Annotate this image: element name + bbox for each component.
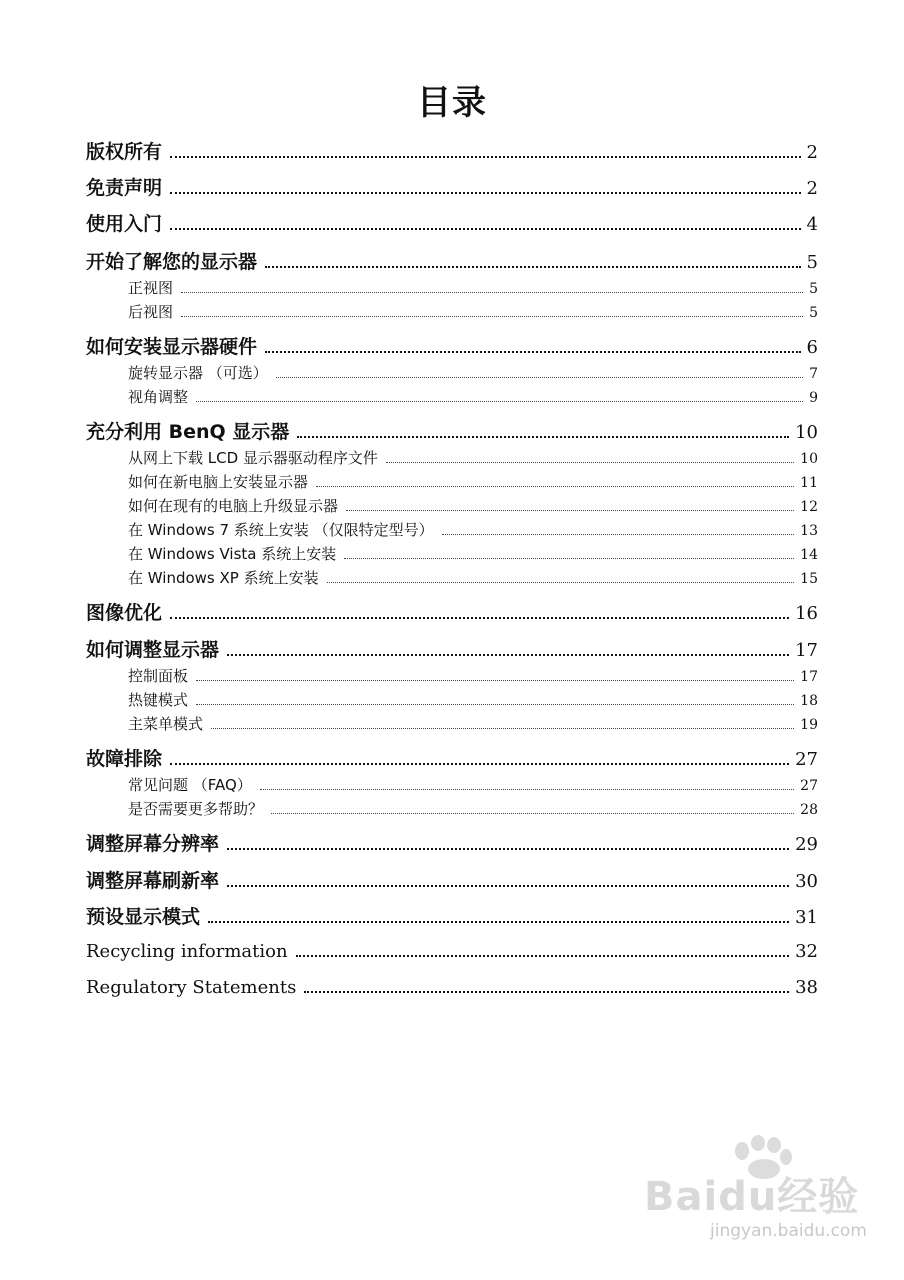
dot-leader bbox=[227, 654, 789, 656]
toc-entry-page: 15 bbox=[800, 571, 818, 587]
toc-entry[interactable] bbox=[86, 419, 818, 446]
toc-entry[interactable] bbox=[86, 904, 818, 931]
toc-subentry[interactable] bbox=[128, 689, 818, 712]
toc-subentry[interactable] bbox=[128, 567, 818, 590]
toc-entry-page: 2 bbox=[806, 142, 818, 163]
toc-entry-label: 在 Windows 7 系统上安装 （仅限特定型号） bbox=[128, 521, 434, 539]
toc-entry-label: 在 Windows XP 系统上安装 bbox=[128, 569, 319, 587]
dot-leader bbox=[442, 534, 795, 535]
toc-entry-page: 10 bbox=[800, 451, 818, 467]
toc-entry-page: 16 bbox=[795, 603, 818, 624]
dot-leader bbox=[327, 582, 795, 583]
toc-entry[interactable] bbox=[86, 939, 818, 965]
toc-entry-page: 2 bbox=[806, 178, 818, 199]
toc-entry-label: 故障排除 bbox=[86, 748, 163, 770]
toc-entry[interactable] bbox=[86, 175, 818, 202]
dot-leader bbox=[170, 617, 789, 619]
toc-entry-label: 版权所有 bbox=[86, 141, 163, 163]
toc-entry-label: 开始了解您的显示器 bbox=[86, 251, 258, 273]
toc-entry-label: 调整屏幕分辨率 bbox=[86, 833, 220, 855]
toc-entry-page: 31 bbox=[795, 907, 818, 928]
toc-entry-label: 图像优化 bbox=[86, 602, 163, 624]
toc-entry-page: 19 bbox=[800, 717, 818, 733]
toc-entry[interactable] bbox=[86, 746, 818, 773]
toc-entry-label: 使用入门 bbox=[86, 213, 163, 235]
toc-entry-page: 5 bbox=[809, 281, 818, 297]
toc-entry-page: 5 bbox=[809, 305, 818, 321]
toc-subentry[interactable] bbox=[128, 386, 818, 409]
toc-subentry[interactable] bbox=[128, 774, 818, 797]
dot-leader bbox=[196, 704, 794, 705]
dot-leader bbox=[297, 436, 789, 438]
toc-entry-label: 控制面板 bbox=[128, 667, 189, 685]
toc-entry[interactable] bbox=[86, 637, 818, 664]
toc-entry-page: 18 bbox=[800, 693, 818, 709]
toc-entry[interactable] bbox=[86, 975, 818, 1001]
toc-subentry[interactable] bbox=[128, 543, 818, 566]
toc-entry-page: 30 bbox=[795, 871, 818, 892]
toc-entry-label: Regulatory Statements bbox=[86, 977, 297, 998]
toc-subentry[interactable] bbox=[128, 798, 818, 821]
toc-entry-label: 主菜单模式 bbox=[128, 715, 204, 733]
dot-leader bbox=[346, 510, 794, 511]
dot-leader bbox=[170, 192, 801, 194]
toc-subentry[interactable] bbox=[128, 713, 818, 736]
toc-entry-label: 热键模式 bbox=[128, 691, 189, 709]
toc-entry-label: 调整屏幕刷新率 bbox=[86, 870, 220, 892]
dot-leader bbox=[227, 885, 789, 887]
toc-entry-page: 9 bbox=[809, 390, 818, 406]
toc-subentry[interactable] bbox=[128, 301, 818, 324]
toc-entry-label: 视角调整 bbox=[128, 388, 189, 406]
toc-entry-label: 如何在现有的电脑上升级显示器 bbox=[128, 497, 339, 515]
dot-leader bbox=[181, 292, 803, 293]
toc-entry[interactable] bbox=[86, 139, 818, 166]
dot-leader bbox=[208, 921, 789, 923]
dot-leader bbox=[271, 813, 794, 814]
dot-leader bbox=[170, 763, 789, 765]
dot-leader bbox=[344, 558, 794, 559]
toc-entry-page: 12 bbox=[800, 499, 818, 515]
toc-entry-label: 免责声明 bbox=[86, 177, 163, 199]
toc-entry-page: 7 bbox=[809, 366, 818, 382]
toc-entry-page: 27 bbox=[800, 778, 818, 794]
toc-entry[interactable] bbox=[86, 211, 818, 238]
watermark-url: jingyan.baidu.com bbox=[710, 1221, 867, 1241]
toc-entry-label: 是否需要更多帮助？ bbox=[128, 800, 264, 818]
toc-entry-page: 11 bbox=[800, 475, 818, 491]
toc-entry-label: 后视图 bbox=[128, 303, 174, 321]
toc-entry-label: 如何安装显示器硬件 bbox=[86, 336, 258, 358]
toc-subentry[interactable] bbox=[128, 471, 818, 494]
toc-entry-label: 从网上下载 LCD 显示器驱动程序文件 bbox=[128, 449, 378, 467]
dot-leader bbox=[181, 316, 803, 317]
toc-entry-page: 38 bbox=[795, 977, 818, 998]
toc-subentry[interactable] bbox=[128, 362, 818, 385]
toc-entry-page: 32 bbox=[795, 941, 818, 962]
toc-entry-label: 正视图 bbox=[128, 279, 174, 297]
dot-leader bbox=[265, 266, 801, 268]
toc-entry-label: 充分利用 BenQ 显示器 bbox=[86, 421, 290, 443]
dot-leader bbox=[170, 228, 801, 230]
toc-entry-label: Recycling information bbox=[86, 941, 288, 962]
toc-entry-page: 29 bbox=[795, 834, 818, 855]
toc-subentry[interactable] bbox=[128, 277, 818, 300]
dot-leader bbox=[296, 955, 790, 957]
toc-entry-page: 14 bbox=[800, 547, 818, 563]
dot-leader bbox=[196, 680, 794, 681]
toc-entry-page: 28 bbox=[800, 802, 818, 818]
watermark-logo-text: Baidu经验 bbox=[644, 1174, 860, 1220]
toc-entry-page: 13 bbox=[800, 523, 818, 539]
dot-leader bbox=[265, 351, 801, 353]
dot-leader bbox=[386, 462, 794, 463]
toc-entry-label: 在 Windows Vista 系统上安装 bbox=[128, 545, 337, 563]
toc-entry[interactable] bbox=[86, 600, 818, 627]
dot-leader bbox=[276, 377, 803, 378]
toc-entry-page: 5 bbox=[806, 252, 818, 273]
dot-leader bbox=[196, 401, 803, 402]
toc-subentry[interactable] bbox=[128, 447, 818, 470]
dot-leader bbox=[211, 728, 794, 729]
toc-entry[interactable] bbox=[86, 831, 818, 858]
dot-leader bbox=[260, 789, 794, 790]
toc-entry-label: 如何调整显示器 bbox=[86, 639, 220, 661]
toc-subentry[interactable] bbox=[128, 495, 818, 518]
toc-entry-page: 10 bbox=[795, 422, 818, 443]
toc-entry-label: 预设显示模式 bbox=[86, 906, 201, 928]
toc-entry-page: 6 bbox=[806, 337, 818, 358]
toc-entry-label: 常见问题 （FAQ） bbox=[128, 776, 252, 794]
dot-leader bbox=[227, 848, 789, 850]
toc-entry-label: 如何在新电脑上安装显示器 bbox=[128, 473, 309, 491]
toc-subentry[interactable] bbox=[128, 665, 818, 688]
toc-entry[interactable] bbox=[86, 249, 818, 276]
toc-entry-page: 17 bbox=[795, 640, 818, 661]
toc-entry-page: 17 bbox=[800, 669, 818, 685]
toc-entry-label: 旋转显示器 （可选） bbox=[128, 364, 268, 382]
baidu-jingyan-watermark bbox=[640, 1115, 870, 1255]
toc-subentry[interactable] bbox=[128, 519, 818, 542]
dot-leader bbox=[316, 486, 794, 487]
page-title: 目录 bbox=[417, 83, 487, 123]
toc-entry-page: 27 bbox=[795, 749, 818, 770]
dot-leader bbox=[170, 156, 801, 158]
toc-entry[interactable] bbox=[86, 868, 818, 895]
dot-leader bbox=[304, 991, 789, 993]
toc-entry-page: 4 bbox=[806, 214, 818, 235]
toc-entry[interactable] bbox=[86, 334, 818, 361]
